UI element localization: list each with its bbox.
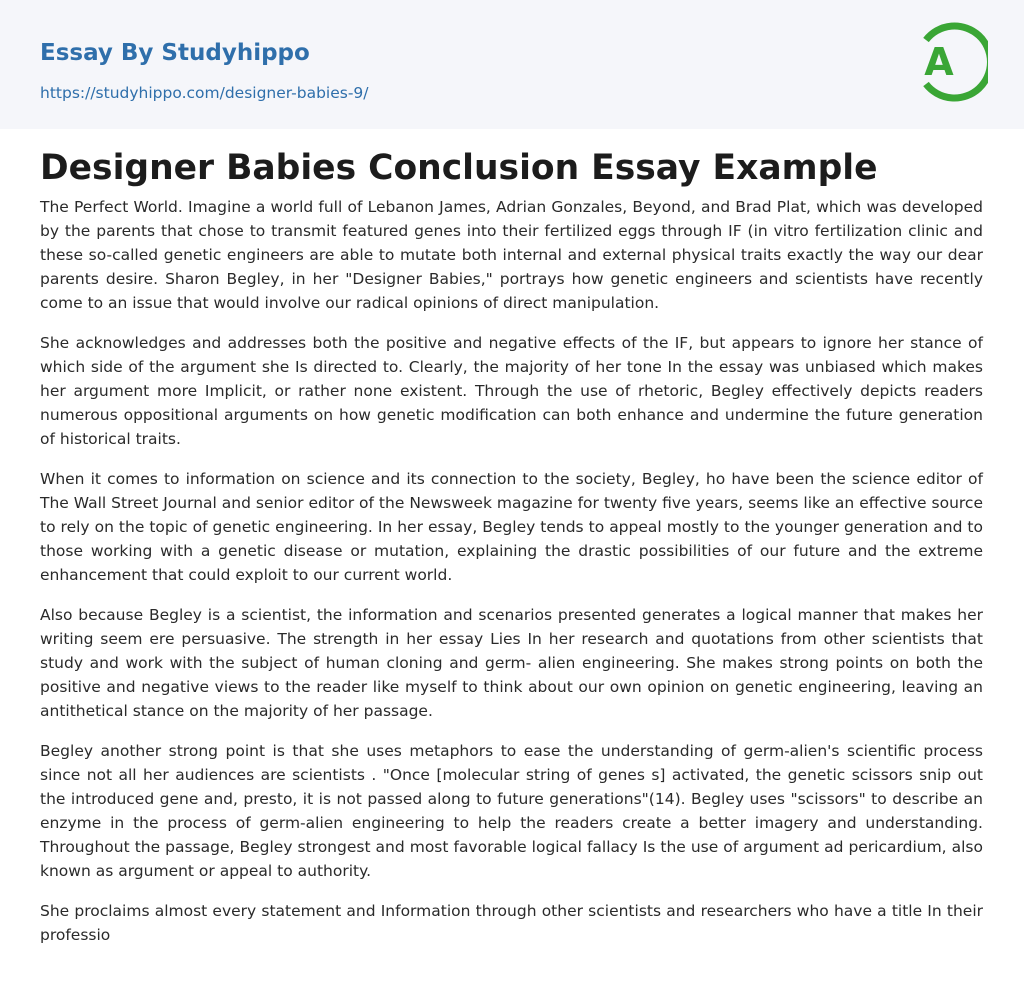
essay-paragraph: Also because Begley is a scientist, the information and scenarios presented generates a logical manner that makes her writing seem ere persuasive. The strength in her essay Lies In her research and quotations from other scientists that study and work with the subject of human cloning and germ- alien engineering. She makes strong points on both the positive and negative views to the reader like myself to think about our own opinion on genetic engineering, leaving an antithetical stance on the majority of her passage.: [40, 606, 983, 720]
logo-letter: A: [924, 40, 954, 84]
source-url-link[interactable]: https://studyhippo.com/designer-babies-9/: [40, 84, 369, 102]
essay-paragraph: She acknowledges and addresses both the positive and negative effects of the IF, but appears to ignore her stance of which side of the argument she Is directed to. Clearly, the majority of her tone In the essay was unbiased which makes her argument more Implicit, or rather none existent. Through the use of rhetoric, Begley effectively depicts readers numerous oppositional arguments on how genetic modification can both enhance and undermine the future generation of historical traits.: [40, 334, 983, 448]
studyhippo-a-logo-icon[interactable]: [910, 18, 988, 106]
essay-paragraph: When it comes to information on science and its connection to the society, Begley, ho have been the science editor of The Wall Street Journal and senior editor of the Newsweek magazine for twenty five years, seems like an effective source to rely on the topic of genetic engineering. In her essay, Begley tends to appeal mostly to the younger generation and to those working with a genetic disease or mutation, explaining the drastic possibilities of our future and the extreme enhancement that could exploit to our current world.: [40, 470, 983, 584]
essay-content: [40, 143, 983, 963]
essay-paragraph: She proclaims almost every statement and Information through other scientists and researchers who have a title In their professio: [40, 902, 983, 944]
essay-paragraph: The Perfect World. Imagine a world full of Lebanon James, Adrian Gonzales, Beyond, and Brad Plat, which was developed by the parents that chose to transmit featured genes into their fertilized eggs through IF (in vitro fertilization clinic and these so-called genetic engineers are able to mutate both internal and external physical traits exactly the way our dear parents desire. Sharon Begley, in her "Designer Babies," portrays how genetic engineers and scientists have recently come to an issue that would involve our radical opinions of direct manipulation.: [40, 198, 983, 312]
essay-paragraph: Begley another strong point is that she uses metaphors to ease the understanding of germ-alien's scientific process since not all her audiences are scientists . "Once [molecular string of genes s] activated, the genetic scissors snip out the introduced gene and, presto, it is not passed along to future generations"(14). Begley uses "scissors" to describe an enzyme in the process of germ-alien engineering to help the readers create a better imagery and understanding. Throughout the passage, Begley strongest and most favorable logical fallacy Is the use of argument ad pericardium, also known as argument or appeal to authority.: [40, 742, 983, 880]
brand-title[interactable]: Essay By Studyhippo: [40, 40, 310, 66]
site-header: [0, 0, 1024, 129]
page-title: Designer Babies Conclusion Essay Example: [40, 148, 878, 188]
